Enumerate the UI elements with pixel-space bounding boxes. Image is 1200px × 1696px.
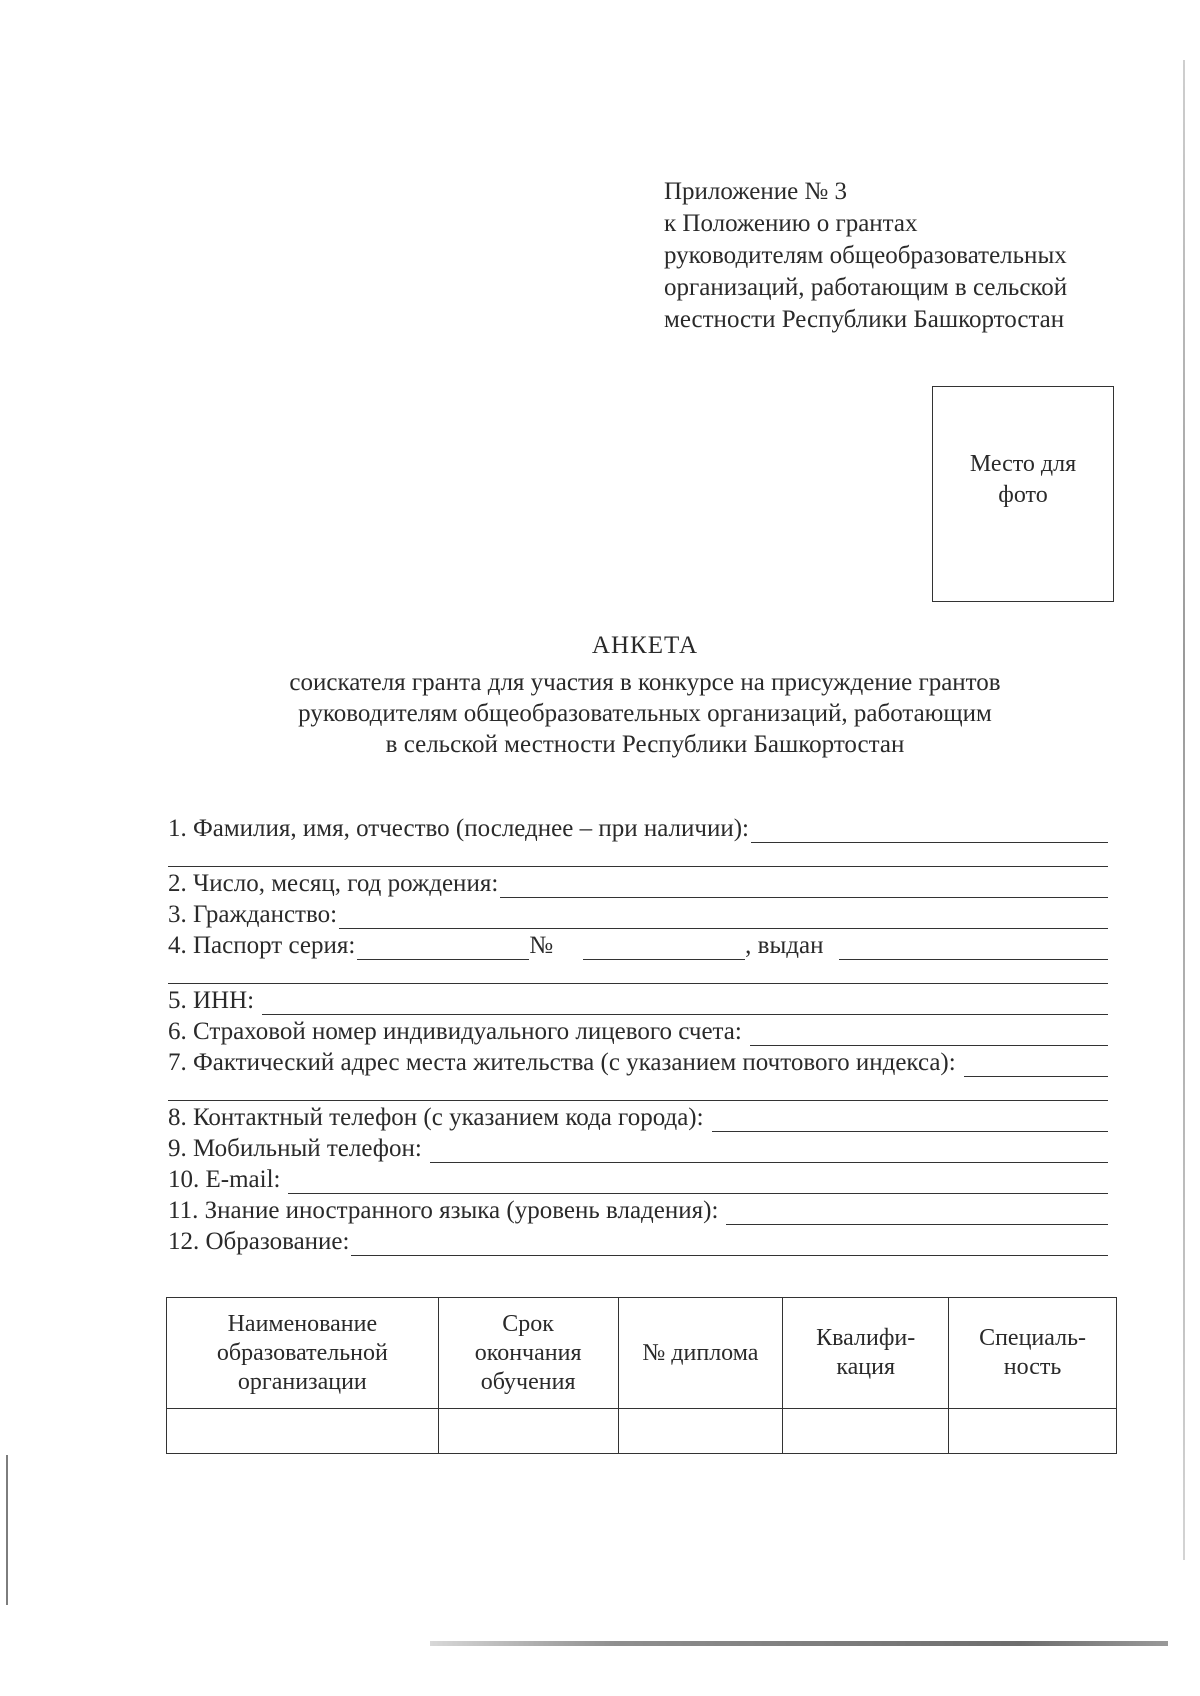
citizenship-input-line[interactable] — [339, 904, 1108, 929]
field-passport-continuation — [168, 960, 1108, 984]
email-input-line[interactable] — [288, 1169, 1108, 1194]
field-contact-phone — [168, 1101, 1108, 1132]
field-email — [168, 1163, 1108, 1194]
field-label: 6. Страховой номер индивидуального лицевого счета: — [168, 1018, 742, 1045]
field-label: 5. ИНН: — [168, 987, 255, 1014]
inn-input-line[interactable] — [262, 990, 1108, 1015]
passport-number-label: № — [529, 932, 554, 959]
education-table — [166, 1297, 1117, 1454]
appendix-line: местности Республики Башкортостан — [664, 306, 1065, 333]
appendix-line: руководителям общеобразовательных — [664, 242, 1067, 269]
birth-date-input-line[interactable] — [500, 873, 1108, 898]
field-inn — [168, 984, 1108, 1015]
field-citizenship — [168, 898, 1108, 929]
contact-phone-input-line[interactable] — [712, 1107, 1108, 1132]
column-header-qualification: Квалифи- кация — [783, 1298, 949, 1409]
field-label: 7. Фактический адрес места жительства (с указанием почтового индекса): — [168, 1049, 956, 1076]
field-label: 3. Гражданство: — [168, 901, 338, 928]
photo-label: Место для фото — [969, 451, 1077, 508]
address-input-line[interactable] — [964, 1052, 1108, 1077]
table-header-row — [167, 1298, 1117, 1409]
field-label: 1. Фамилия, имя, отчество (последнее – при наличии): — [168, 815, 750, 842]
scan-edge-right — [1183, 60, 1185, 1560]
column-header-diploma-number: № диплома — [618, 1298, 783, 1409]
passport-series-input-line[interactable] — [357, 935, 529, 960]
table-cell-completion-date[interactable] — [438, 1409, 618, 1454]
field-label: 2. Число, месяц, год рождения: — [168, 870, 499, 897]
appendix-line: к Положению о грантах — [664, 210, 918, 237]
field-label: 12. Образование: — [168, 1228, 350, 1255]
appendix-header — [664, 176, 1164, 336]
table-cell-specialty[interactable] — [949, 1409, 1117, 1454]
column-header-completion-date: Срок окончания обучения — [438, 1298, 618, 1409]
field-address-continuation — [168, 1077, 1108, 1101]
passport-issued-input-line-2[interactable] — [168, 959, 1108, 984]
field-foreign-language — [168, 1194, 1108, 1225]
full-name-input-line[interactable] — [751, 818, 1108, 843]
field-full-name — [168, 812, 1108, 843]
passport-issued-input-line[interactable] — [839, 935, 1108, 960]
field-education — [168, 1225, 1108, 1256]
table-row — [167, 1409, 1117, 1454]
appendix-line: Приложение № 3 — [664, 178, 848, 205]
subtitle-line: соискателя гранта для участия в конкурсе на присуждение грантов — [289, 669, 1001, 696]
form-subtitle — [0, 667, 1200, 760]
field-label: 9. Мобильный телефон: — [168, 1135, 422, 1162]
scan-bottom-line — [430, 1641, 1168, 1646]
table-cell-diploma-number[interactable] — [618, 1409, 783, 1454]
field-snils — [168, 1015, 1108, 1046]
form-title: АНКЕТА — [591, 632, 699, 659]
field-passport — [168, 929, 1108, 960]
field-label: 8. Контактный телефон (с указанием кода города): — [168, 1104, 704, 1131]
subtitle-line: в сельской местности Республики Башкортостан — [385, 731, 905, 758]
education-input-line[interactable] — [351, 1231, 1108, 1256]
field-address — [168, 1046, 1108, 1077]
field-label: 11. Знание иностранного языка (уровень владения): — [168, 1197, 719, 1224]
column-header-organization: Наименование образовательной организации — [167, 1298, 439, 1409]
column-header-specialty: Специаль- ность — [949, 1298, 1117, 1409]
appendix-line: организаций, работающим в сельской — [664, 274, 1068, 301]
field-mobile-phone — [168, 1132, 1108, 1163]
snils-input-line[interactable] — [750, 1021, 1108, 1046]
foreign-language-input-line[interactable] — [726, 1200, 1108, 1225]
address-input-line-2[interactable] — [168, 1076, 1108, 1101]
full-name-input-line-2[interactable] — [168, 842, 1108, 867]
table-cell-organization[interactable] — [167, 1409, 439, 1454]
table-cell-qualification[interactable] — [783, 1409, 949, 1454]
passport-number-input-line[interactable] — [583, 935, 745, 960]
passport-issued-label: , выдан — [745, 932, 824, 959]
photo-placeholder-box — [932, 386, 1114, 602]
scan-edge-left — [6, 1455, 8, 1605]
field-label: 10. E-mail: — [168, 1166, 281, 1193]
field-label: 4. Паспорт серия: — [168, 932, 356, 959]
field-full-name-continuation — [168, 843, 1108, 867]
field-birth-date — [168, 867, 1108, 898]
subtitle-line: руководителям общеобразовательных организаций, работающим — [298, 700, 992, 727]
application-form — [168, 812, 1108, 1256]
mobile-phone-input-line[interactable] — [430, 1138, 1108, 1163]
